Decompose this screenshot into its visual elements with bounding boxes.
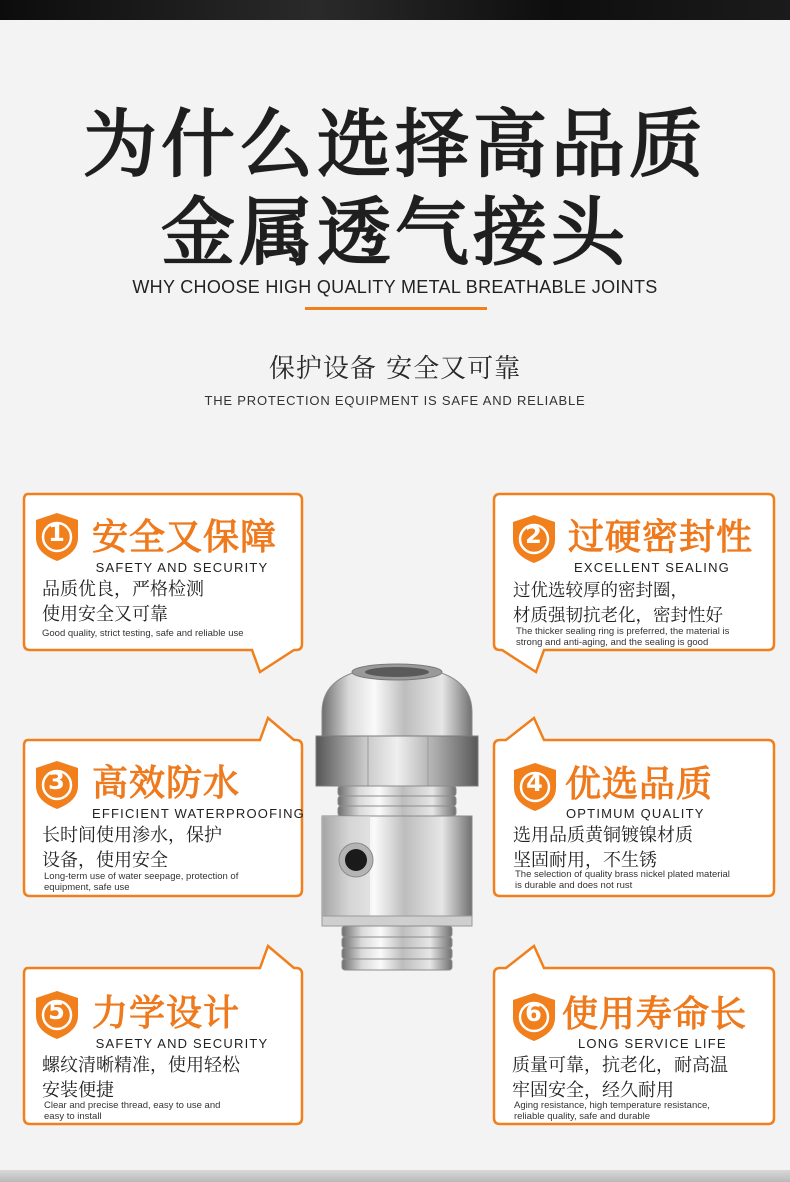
tagline-cn: 保护设备 安全又可靠 [268, 354, 522, 384]
page-subtitle-en: WHY CHOOSE HIGH QUALITY METAL BREATHABLE JOINTS [132, 277, 658, 297]
feature-2-desc-en: The thicker sealing ring is preferred, the material is strong and anti-aging, and the sealing is good [516, 626, 730, 648]
feature-5-desc-en: Clear and precise thread, easy to use and easy to install [44, 1100, 221, 1122]
feature-2-desc-cn: 过优选较厚的密封圈， 材质强韧抗老化，密封性好 [513, 581, 723, 626]
number-badge-6-label: 6 [525, 999, 543, 1027]
feature-3-desc-cn: 长时间使用渗水，保护 设备，使用安全 [42, 825, 222, 871]
feature-3-title-en: EFFICIENT WATERPROOFING [92, 806, 305, 821]
number-badge-1-label: 1 [48, 519, 66, 547]
feature-4-title-en: OPTIMUM QUALITY [566, 806, 705, 821]
page-title-line-1: 为什么选择高品质 [83, 102, 707, 188]
page-title-line-2: 金属透气接头 [161, 190, 629, 276]
feature-1-title-en: SAFETY AND SECURITY [95, 560, 269, 575]
feature-3-title: 高效防水 [92, 763, 241, 804]
tagline-en: THE PROTECTION EQUIPMENT IS SAFE AND RELIABLE [204, 393, 586, 408]
top-dark-strip [0, 0, 790, 20]
feature-3-desc-en: Long-term use of water seepage, protection of equipment, safe use [44, 871, 239, 893]
breathable-joint-product-image [312, 660, 482, 980]
feature-1-desc-en: Good quality, strict testing, safe and reliable use [42, 628, 244, 639]
feature-5-title: 力学设计 [92, 993, 241, 1034]
bottom-strip [0, 1170, 790, 1182]
feature-2-title-en: EXCELLENT SEALING [574, 560, 730, 575]
number-badge-3-label: 3 [48, 767, 66, 795]
number-badge-2-label: 2 [525, 521, 543, 549]
feature-2-title: 过硬密封性 [568, 517, 754, 558]
feature-5-title-en: SAFETY AND SECURITY [95, 1036, 269, 1051]
feature-6-title-en: LONG SERVICE LIFE [578, 1036, 727, 1051]
feature-5-desc-cn: 螺纹清晰精准，使用轻松 安装便捷 [42, 1055, 240, 1101]
feature-4-desc-cn: 选用品质黄铜镀镍材质 坚固耐用，不生锈 [513, 825, 693, 871]
feature-1-desc-cn: 品质优良，严格检测 使用安全又可靠 [42, 579, 204, 625]
feature-1-title: 安全又保障 [92, 517, 278, 558]
feature-4-desc-en: The selection of quality brass nickel plated material is durable and does not rust [515, 869, 730, 891]
number-badge-5-label: 5 [48, 997, 66, 1025]
feature-6-title: 使用寿命长 [562, 994, 748, 1035]
feature-4-title: 优选品质 [565, 764, 714, 805]
number-badge-4-label: 4 [526, 769, 544, 797]
feature-6-desc-cn: 质量可靠，抗老化，耐高温 牢固安全，经久耐用 [512, 1055, 728, 1101]
accent-divider [305, 307, 487, 310]
feature-6-desc-en: Aging resistance, high temperature resistance, reliable quality, safe and durable [514, 1100, 710, 1122]
